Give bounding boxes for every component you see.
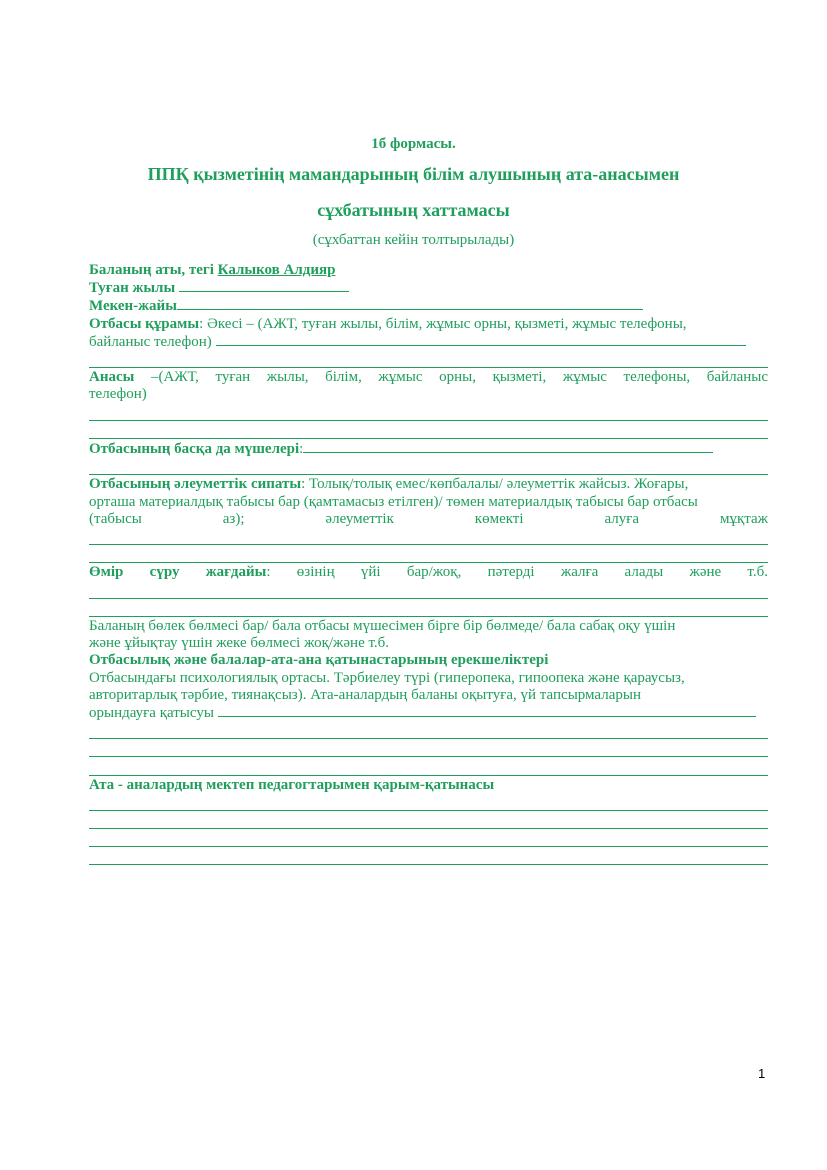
page-number: 1 <box>758 1066 766 1081</box>
form-number: 1б формасы. <box>371 136 456 152</box>
school-blank-2[interactable] <box>89 812 768 829</box>
psych-blank-3[interactable] <box>89 740 768 757</box>
mother-blank-2[interactable] <box>89 422 768 439</box>
psych-blank-2[interactable] <box>89 722 768 739</box>
social-blank-2[interactable] <box>89 546 768 563</box>
psych-text-3: орындауға қатысуы <box>89 704 214 721</box>
child-name-label: Баланың аты, тегі <box>89 262 214 278</box>
family-text-1: : Әкесі – (АЖТ, туған жылы, білім, жұмыс орны, қызметі, жұмыс телефоны, <box>199 315 687 332</box>
living-row <box>89 564 768 581</box>
other-members-label: Отбасының басқа да мүшелері <box>89 440 300 457</box>
family-text-2: байланыс телефон) <box>89 333 212 350</box>
other-members-blank[interactable] <box>303 440 713 453</box>
child-name-value: Калыков Алдияр <box>217 262 336 278</box>
living-blank-2[interactable] <box>89 600 768 617</box>
room-row-2 <box>89 635 768 652</box>
school-blank-1[interactable] <box>89 794 768 811</box>
mother-row <box>89 369 768 386</box>
relations-heading: Отбасылық және балалар-ата-ана қатынастарының ерекшеліктері <box>89 652 549 669</box>
psych-text-1: Отбасындағы психологиялық ортасы. Тәрбиелеу түрі (гиперопека, гипоопека және қараусыз, <box>89 669 685 686</box>
address-blank[interactable] <box>177 297 643 310</box>
mother-blank-1[interactable] <box>89 404 768 421</box>
social-text-3: (табысы аз); әлеуметтік көмекті алуға мұқтаж <box>89 510 768 527</box>
living-text: : өзінің үйі бар/жоқ, пәтерді жалға алады және т.б. <box>266 564 768 581</box>
social-blank-1[interactable] <box>89 528 768 545</box>
birth-year-row <box>89 279 768 297</box>
form-body <box>89 262 768 867</box>
social-text-1: : Толық/толық емес/көпбалалы/ әлеуметтік жайсыз. Жоғары, <box>301 476 689 493</box>
family-label: Отбасы құрамы <box>89 315 200 332</box>
mother-row-2 <box>89 386 768 403</box>
title-line-1: ППҚ қызметінің мамандарының білім алушының ата-анасымен <box>147 164 680 184</box>
other-members-row: Отбасының басқа да мүшелері: <box>89 440 768 458</box>
school-blank-4[interactable] <box>89 848 768 865</box>
psych-blank-1[interactable] <box>218 704 756 717</box>
address-label: Мекен-жайы <box>89 298 177 315</box>
school-heading: Ата - аналардың мектеп педагогтарымен қарым-қатынасы <box>89 776 495 793</box>
family-row <box>89 316 768 333</box>
room-text-2: және ұйықтау үшін жеке бөлмесі жоқ/және т.б. <box>89 635 390 652</box>
mother-text-2: телефон) <box>89 386 147 403</box>
family-blank-1[interactable] <box>216 333 746 346</box>
mother-text-1: –(АЖТ, туған жылы, білім, жұмыс орны, қызметі, жұмыс телефоны, байланыс <box>134 369 768 386</box>
social-row <box>89 476 768 493</box>
birth-year-label: Туған жылы <box>89 280 176 297</box>
psych-row-3 <box>89 704 768 722</box>
subnote: (сұхбаттан кейін толтырылады) <box>312 232 515 248</box>
other-members-blank-2[interactable] <box>89 458 768 475</box>
living-blank-1[interactable] <box>89 582 768 599</box>
social-row-2 <box>89 494 768 511</box>
school-heading-row <box>89 777 768 794</box>
social-row-3 <box>89 511 768 528</box>
mother-label: Анасы <box>89 369 135 386</box>
social-label: Отбасының әлеуметтік сипаты <box>89 476 302 493</box>
relations-heading-row <box>89 652 768 669</box>
psych-row <box>89 670 768 687</box>
room-text-1: Баланың бөлек бөлмесі бар/ бала отбасы мүшесімен бірге бір бөлмеде/ бала сабақ оқу үшін <box>89 617 676 634</box>
social-text-2: орташа материалдық табысы бар (қамтамасыз етілген)/ төмен материалдық табысы бар отбасы <box>89 493 698 510</box>
address-row <box>89 297 768 315</box>
family-row-2 <box>89 333 768 351</box>
family-blank-2[interactable] <box>89 351 768 368</box>
psych-row-2 <box>89 687 768 704</box>
birth-year-blank[interactable] <box>179 279 349 292</box>
room-row <box>89 618 768 635</box>
title-line-2: сұхбатының хаттамасы <box>317 200 510 220</box>
living-label: Өмір сүру жағдайы <box>89 564 267 581</box>
psych-blank-4[interactable] <box>89 759 768 776</box>
school-blank-3[interactable] <box>89 830 768 847</box>
psych-text-2: авторитарлық тәрбие, тиянақсыз). Ата-аналардың баланы оқытуға, үй тапсырмаларын <box>89 686 641 703</box>
child-name-row <box>89 262 768 279</box>
